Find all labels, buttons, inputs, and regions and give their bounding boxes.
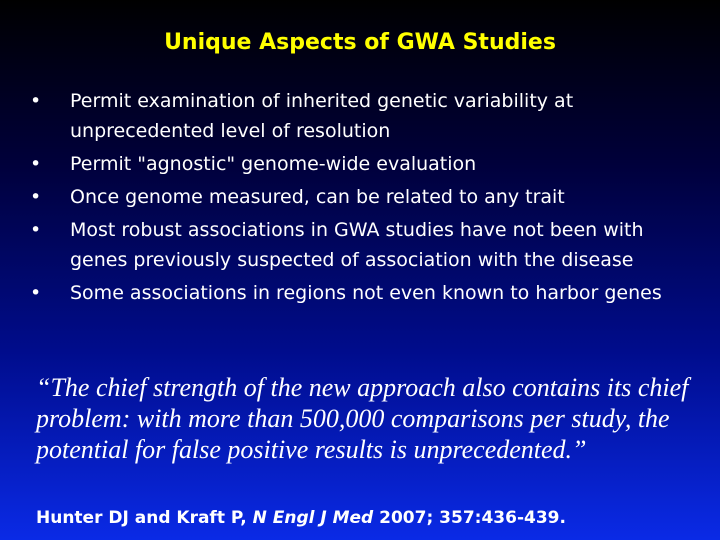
bullet-text: Some associations in regions not even known to harbor genes: [70, 282, 662, 304]
bullet-text: Permit "agnostic" genome-wide evaluation: [70, 153, 477, 175]
bullet-marker: •: [30, 153, 42, 175]
bullet-item: [30, 86, 700, 146]
bullet-marker: •: [30, 90, 42, 112]
citation-journal: N Engl J Med: [252, 508, 374, 528]
quote-text: “The chief strength of the new approach also contains its chief problem: with more than 500,000 comparisons per study, the potential for false positive results is unprecedented.”: [36, 373, 689, 464]
bullet-item: [30, 278, 700, 308]
bullet-marker: •: [30, 282, 42, 304]
bullet-text: Once genome measured, can be related to any trait: [70, 186, 565, 208]
bullet-item: [30, 182, 700, 212]
bullet-text: Permit examination of inherited genetic variability at unprecedented level of resolution: [70, 90, 574, 142]
citation: [36, 508, 706, 528]
bullet-marker: •: [30, 186, 42, 208]
bullet-text: Most robust associations in GWA studies have not been with genes previously suspected of association with the disease: [70, 219, 644, 271]
citation-authors: Hunter DJ and Kraft P,: [36, 508, 253, 528]
bullet-item: [30, 215, 700, 275]
bullet-marker: •: [30, 219, 42, 241]
bullet-item: [30, 149, 700, 179]
slide-title: Unique Aspects of GWA Studies: [164, 30, 556, 55]
citation-details: 2007; 357:436-439.: [373, 508, 566, 528]
bullet-list: [30, 86, 700, 311]
